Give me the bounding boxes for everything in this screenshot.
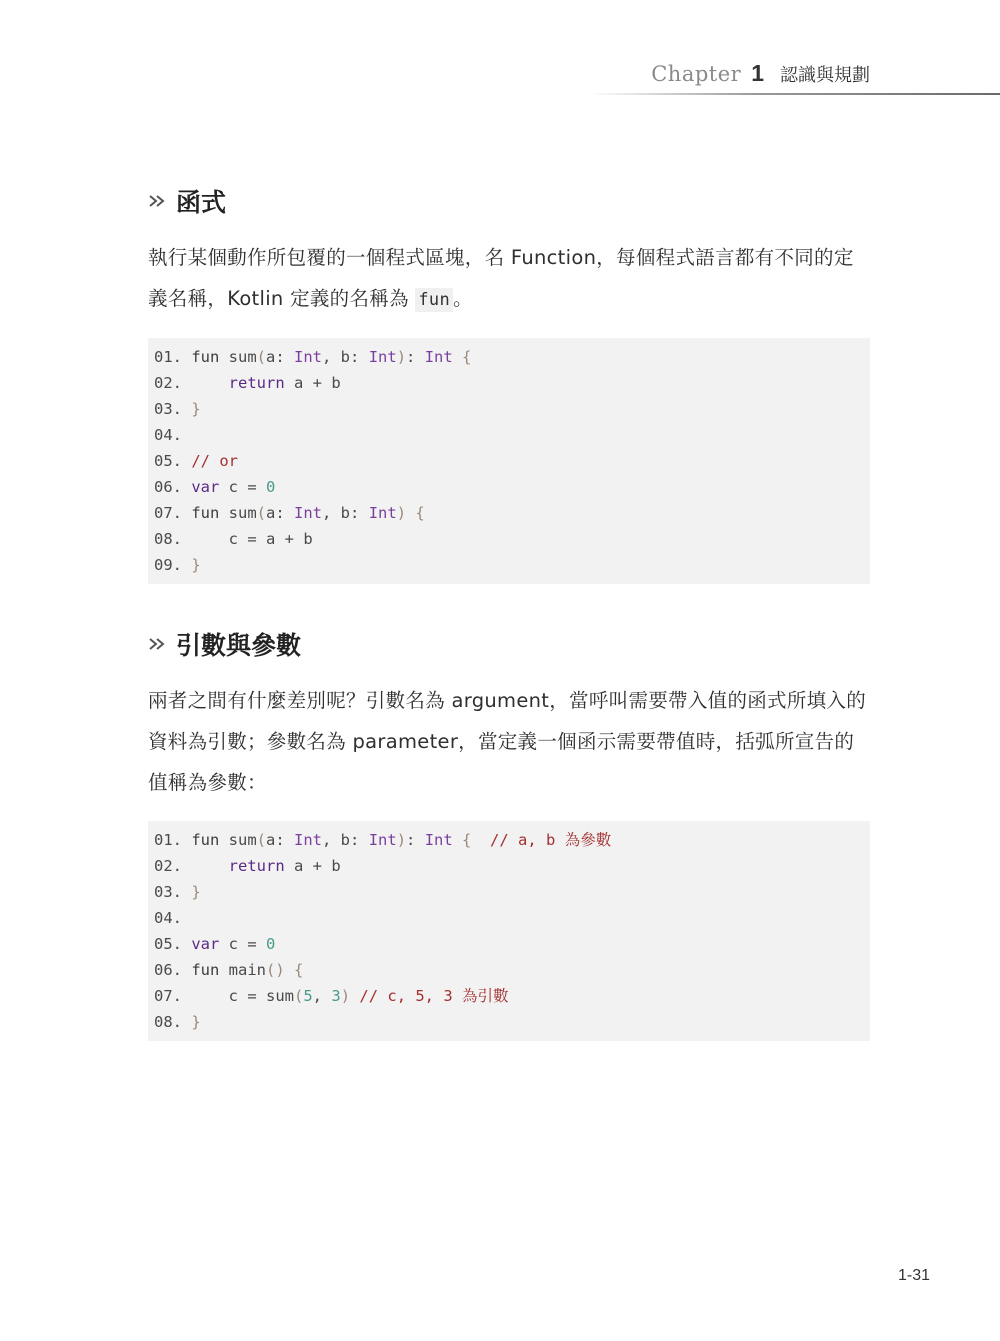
code-token: // or [182, 452, 238, 470]
code-line [154, 422, 870, 448]
section-paragraph [148, 237, 870, 321]
code-token: // a, b 為參數 [471, 831, 612, 849]
code-token: a: [266, 348, 295, 366]
code-token: Int [294, 504, 323, 522]
line-number: 09. [154, 556, 182, 574]
line-number: 02. [154, 374, 182, 392]
code-block [148, 821, 870, 1041]
line-number: 04. [154, 426, 182, 444]
code-token: ) [340, 987, 351, 1005]
code-token: var [182, 935, 220, 953]
header-divider [590, 93, 1000, 95]
code-token: } [182, 556, 201, 574]
inline-code: fun [415, 288, 453, 312]
double-chevron-right-icon [148, 194, 168, 208]
running-header [651, 60, 870, 87]
paragraph-text-end: 。 [453, 287, 473, 310]
page-number: 1-31 [898, 1267, 931, 1284]
code-token: return [228, 857, 285, 875]
code-line [154, 1009, 870, 1035]
code-line [154, 905, 870, 931]
section-heading-arguments-parameters [148, 626, 301, 662]
line-number: 05. [154, 452, 182, 470]
line-number: 01. [154, 348, 182, 366]
code-line [154, 983, 870, 1009]
code-token: c = [219, 478, 266, 496]
code-line [154, 474, 870, 500]
line-number: 03. [154, 400, 182, 418]
code-token: } [182, 1013, 201, 1031]
code-token: // c, 5, 3 為引數 [350, 987, 509, 1005]
code-token: Int [368, 831, 397, 849]
code-token: { [452, 348, 472, 366]
code-line [154, 526, 870, 552]
code-token: a: [266, 504, 295, 522]
code-token: ( [293, 987, 304, 1005]
code-token: : [406, 831, 425, 849]
section-title: 引數與參數 [176, 631, 302, 660]
code-token: sum [228, 831, 257, 849]
code-token: { [452, 831, 472, 849]
line-number: 02. [154, 857, 182, 875]
code-token: sum [228, 348, 257, 366]
code-block [148, 338, 870, 584]
code-token: Int [424, 831, 453, 849]
code-token: return [228, 374, 285, 392]
code-line [154, 396, 870, 422]
code-line [154, 879, 870, 905]
line-number: 06. [154, 961, 182, 979]
chapter-label: Chapter [651, 62, 742, 86]
paragraph-text: 兩者之間有什麼差別呢？引數名為 argument，當呼叫需要帶入值的函式所填入的資料為引數；參數名為 parameter，當定義一個函示需要帶值時，括弧所宣告的值稱為參數： [148, 689, 867, 794]
section-paragraph [148, 680, 870, 803]
code-token: c = a + b [182, 530, 313, 548]
code-token: Int [368, 348, 397, 366]
code-line [154, 957, 870, 983]
code-token: a: [266, 831, 295, 849]
code-token: ( [256, 504, 267, 522]
code-token: } [182, 400, 201, 418]
code-token: ) [396, 348, 407, 366]
code-token: var [182, 478, 220, 496]
code-token: a + b [284, 374, 341, 392]
code-token: Int [368, 504, 397, 522]
line-number: 04. [154, 909, 182, 927]
code-token [182, 857, 229, 875]
code-line [154, 448, 870, 474]
chapter-title: 認識與規劃 [780, 65, 870, 86]
code-token: c = [219, 935, 266, 953]
line-number: 03. [154, 883, 182, 901]
section-title: 函式 [176, 188, 227, 217]
code-token: ( [256, 831, 267, 849]
code-token: Int [294, 348, 323, 366]
section-heading-functions [148, 183, 226, 219]
code-token: , b: [322, 504, 369, 522]
code-token: sum [228, 504, 257, 522]
code-token: ) { [396, 504, 425, 522]
code-token: Int [424, 348, 453, 366]
code-token [182, 374, 229, 392]
code-token: , [312, 987, 332, 1005]
code-token: fun [182, 504, 229, 522]
code-token: a + b [284, 857, 341, 875]
code-token: ) [396, 831, 407, 849]
line-number: 08. [154, 530, 182, 548]
double-chevron-right-icon [148, 637, 168, 651]
code-token: 0 [266, 935, 276, 953]
code-token: fun [182, 831, 229, 849]
line-number: 07. [154, 504, 182, 522]
code-line [154, 931, 870, 957]
code-token: () { [266, 961, 304, 979]
code-token: , b: [322, 831, 369, 849]
code-token: fun [182, 961, 229, 979]
code-token: fun [182, 348, 229, 366]
code-line [154, 827, 870, 853]
code-token: Int [294, 831, 323, 849]
code-token: main [228, 961, 266, 979]
code-token: , b: [322, 348, 369, 366]
code-line [154, 500, 870, 526]
code-line [154, 552, 870, 578]
code-token: c = sum [182, 987, 294, 1005]
code-line [154, 853, 870, 879]
code-token: ( [256, 348, 267, 366]
line-number: 01. [154, 831, 182, 849]
code-token: 0 [266, 478, 276, 496]
code-token: } [182, 883, 201, 901]
line-number: 08. [154, 1013, 182, 1031]
code-token: : [406, 348, 425, 366]
line-number: 07. [154, 987, 182, 1005]
line-number: 06. [154, 478, 182, 496]
code-token: 3 [331, 987, 341, 1005]
chapter-number: 1 [751, 60, 764, 86]
code-line [154, 344, 870, 370]
code-token: 5 [303, 987, 313, 1005]
paragraph-text: 執行某個動作所包覆的一個程式區塊，名 Function，每個程式語言都有不同的定義名稱，Kotlin 定義的名稱為 [148, 246, 854, 310]
line-number: 05. [154, 935, 182, 953]
code-line [154, 370, 870, 396]
